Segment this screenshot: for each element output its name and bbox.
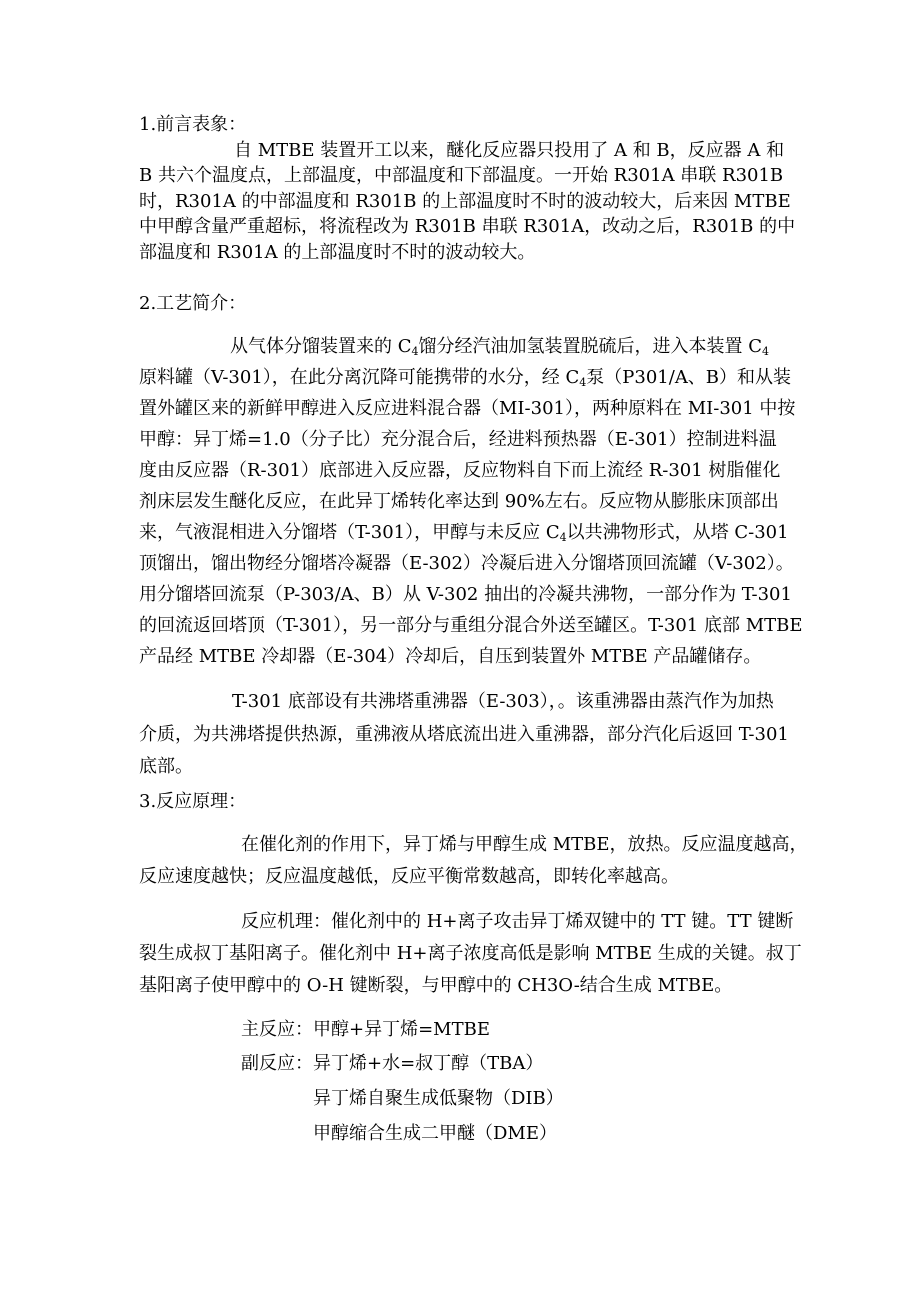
side-reaction-1: 副反应：异丁烯+水=叔丁醇（TBA） [241, 1053, 544, 1074]
main-reaction: 主反应：甲醇+异丁烯=MTBE [241, 1019, 490, 1040]
section-3-p2-line-3: 基阳离子使甲醇中的 O-H 键断裂，与甲醇中的 CH3O-结合生成 MTBE。 [139, 975, 733, 996]
section-1-line-4: 中甲醇含量严重超标，将流程改为 R301B 串联 R301A，改动之后，R301B 的中 [139, 216, 796, 237]
section-1-line-5: 部温度和 R301A 的上部温度时不时的波动较大。 [139, 242, 536, 263]
section-2-p2-line-1: T-301 底部设有共沸塔重沸器（E-303），。该重沸器由蒸汽作为加热 [232, 691, 774, 712]
section-3-heading: 3.反应原理： [139, 791, 247, 812]
section-2-line-5: 度由反应器（R-301）底部进入反应器，反应物料自下而上流经 R-301 树脂催化 [139, 460, 781, 481]
section-2-p2-line-3: 底部。 [139, 756, 193, 777]
section-3-p1-line-1: 在催化剂的作用下，异丁烯与甲醇生成 MTBE，放热。反应温度越高， [241, 834, 808, 855]
section-3-p2-line-2: 裂生成叔丁基阳离子。催化剂中 H+离子浓度高低是影响 MTBE 生成的关键。叔丁 [139, 943, 802, 964]
section-2-line-6: 剂床层发生醚化反应，在此异丁烯转化率达到 90%左右。反应物从膨胀床顶部出 [139, 491, 779, 512]
section-1-line-3: 时，R301A 的中部温度和 R301B 的上部温度时不时的波动较大，后来因 MTBE [139, 191, 791, 212]
section-2-line-10: 的回流返回塔顶（T-301），另一部分与重组分混合外送至罐区。T-301 底部 MTBE [139, 615, 803, 636]
section-2-line-11: 产品经 MTBE 冷却器（E-304）冷却后，自压到装置外 MTBE 产品罐储存。 [139, 646, 762, 667]
side-reaction-3: 甲醇缩合生成二甲醚（DME） [313, 1123, 558, 1144]
section-2-line-8: 顶馏出，馏出物经分馏塔冷凝器（E-302）冷凝后进入分馏塔顶回流罐（V-302）。 [139, 553, 794, 574]
section-3-p2-line-1: 反应机理：催化剂中的 H+离子攻击异丁烯双键中的 TT 键。TT 键断 [241, 911, 794, 932]
section-2-line-7: 来，气液混相进入分馏塔（T-301），甲醇与未反应 $C_4$以共沸物形式，从塔 C-301 [139, 522, 789, 544]
section-2-line-4: 甲醇：异丁烯=1.0（分子比）充分混合后，经进料预热器（E-301）控制进料温 [139, 429, 777, 450]
section-2-p2-line-2: 介质，为共沸塔提供热源，重沸液从塔底流出进入重沸器，部分汽化后返回 T-301 [139, 724, 789, 745]
section-3-p1-line-2: 反应速度越快；反应温度越低，反应平衡常数越高，即转化率越高。 [139, 866, 679, 887]
section-1-line-2: B 共六个温度点，上部温度，中部温度和下部温度。一开始 R301A 串联 R301B [139, 165, 784, 186]
section-2-line-1: 从气体分馏装置来的 $C_4$馏分经汽油加氢装置脱硫后，进入本装置 $C_4$ [230, 336, 769, 358]
section-2-heading: 2.工艺简介： [139, 293, 247, 314]
section-2-line-2: 原料罐（V-301），在此分离沉降可能携带的水分，经 $C_4$泵（P301/A、B）和从装 [139, 367, 792, 389]
section-1-line-1: 自 MTBE 装置开工以来，醚化反应器只投用了 A 和 B，反应器 A 和 [234, 140, 785, 161]
section-1-heading: 1.前言表象： [139, 114, 247, 135]
section-2-line-9: 用分馏塔回流泵（P-303/A、B）从 V-302 抽出的冷凝共沸物，一部分作为 T-301 [139, 584, 792, 605]
section-2-line-3: 置外罐区来的新鲜甲醇进入反应进料混合器（MI-301），两种原料在 MI-301 中按 [139, 398, 796, 419]
side-reaction-2: 异丁烯自聚生成低聚物（DIB） [313, 1088, 564, 1109]
